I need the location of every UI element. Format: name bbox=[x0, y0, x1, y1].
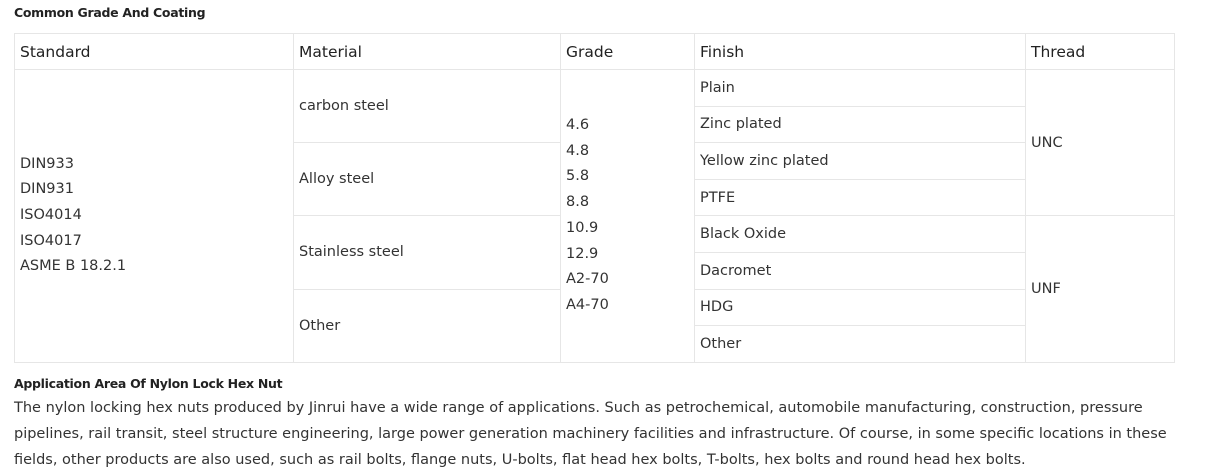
finish-cell: Zinc plated bbox=[695, 106, 1026, 143]
standard-item: ISO4017 bbox=[20, 232, 82, 249]
thread-cell: UNC bbox=[1026, 70, 1175, 216]
table-header-row bbox=[15, 34, 1175, 70]
application-paragraph: The nylon locking hex nuts produced by Jinrui have a wide range of applications. Such as petrochemical, automobile manufacturing, construction, pressure pipelines, rail transit, steel structure engineering, large power generation machinery facilities and infrastructure. Of course, in some specific locations in these fields, other products are also used, such as rail bolts, flange nuts, U-bolts, flat head hex bolts, T-bolts, hex bolts and round head hex bolts. bbox=[14, 400, 1167, 468]
finish-cell: Black Oxide bbox=[695, 216, 1026, 253]
grade-item: 4.6 bbox=[566, 117, 590, 134]
grade-item: 10.9 bbox=[566, 219, 599, 236]
section-title-grade-coating: Common Grade And Coating bbox=[14, 5, 206, 20]
grade-item: 4.8 bbox=[566, 142, 590, 159]
finish-cell: Other bbox=[695, 326, 1026, 363]
material-cell: Stainless steel bbox=[294, 216, 561, 289]
header-finish: Finish bbox=[695, 34, 1026, 70]
finish-cell: PTFE bbox=[695, 179, 1026, 216]
header-standard: Standard bbox=[15, 34, 294, 70]
section-title-application-area: Application Area Of Nylon Lock Hex Nut bbox=[14, 376, 283, 391]
header-thread: Thread bbox=[1026, 34, 1175, 70]
standard-item: DIN933 bbox=[20, 155, 74, 172]
finish-cell: Plain bbox=[695, 70, 1026, 107]
thread-cell: UNF bbox=[1026, 216, 1175, 362]
header-material: Material bbox=[294, 34, 561, 70]
finish-cell: HDG bbox=[695, 289, 1026, 326]
material-cell: carbon steel bbox=[294, 70, 561, 143]
grade-item: 8.8 bbox=[566, 194, 590, 211]
finish-cell: Dacromet bbox=[695, 252, 1026, 289]
finish-cell: Yellow zinc plated bbox=[695, 143, 1026, 180]
grade-item: A4-70 bbox=[566, 296, 609, 313]
standard-item: ISO4014 bbox=[20, 207, 82, 224]
grade-coating-table bbox=[14, 33, 1175, 363]
table-row bbox=[15, 70, 1175, 107]
grade-cell bbox=[561, 70, 695, 363]
grade-item: 5.8 bbox=[566, 168, 590, 185]
grade-item: A2-70 bbox=[566, 271, 609, 288]
grade-item: 12.9 bbox=[566, 245, 599, 262]
standard-cell bbox=[15, 70, 294, 363]
material-cell: Alloy steel bbox=[294, 143, 561, 216]
header-grade: Grade bbox=[561, 34, 695, 70]
material-cell: Other bbox=[294, 289, 561, 362]
standard-item: DIN931 bbox=[20, 181, 74, 198]
standard-item: ASME B 18.2.1 bbox=[20, 258, 127, 275]
